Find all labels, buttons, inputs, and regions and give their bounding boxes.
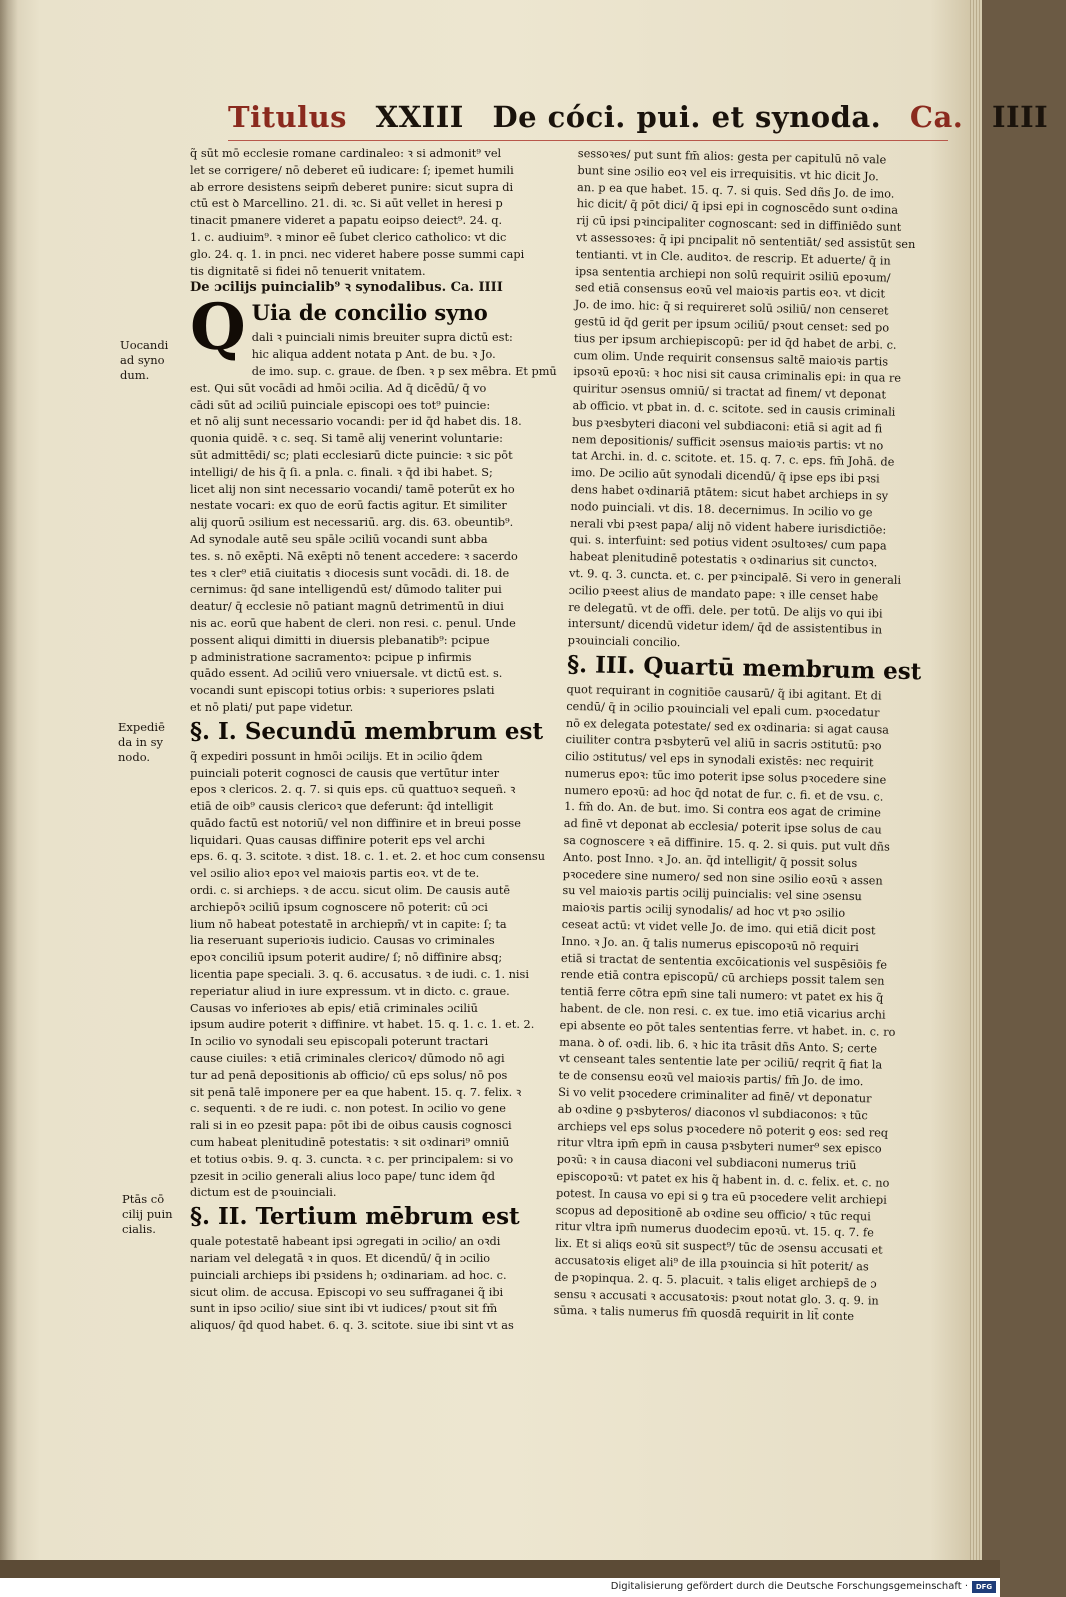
text-line: qui. s. interfuint: sed potius vident ɔsultoꝛes/ cum papa — [569, 533, 887, 553]
text-line: vocandi sunt episcopi totius orbis: ꝛ superiores pslati — [190, 684, 495, 698]
section-paragraph — [190, 330, 578, 716]
text-line: rali si in eo pzesit papa: pōt ibi de oibus causis cognosci — [190, 1119, 512, 1133]
text-line: Inno. ꝛ Jo. an. q̄ talis numerus episcopoꝛū nō requiri — [561, 934, 859, 954]
text-line: Ad synodale autē seu spāle ɔciliū vocandi sunt abba — [190, 532, 488, 546]
margin-line: cialis. — [122, 1222, 156, 1236]
text-line: liquidari. Quas causas diffinire poterit eps vel archi — [190, 833, 485, 847]
text-line: cum olim. Unde requirit consensus saltē maioꝛis partis — [573, 348, 889, 369]
text-line: maioꝛis partis ɔcilij synodalis/ ad hoc vt pꝛo ɔsilio — [561, 901, 846, 921]
text-line: reperiatur aliud in iure expressum. vt in dicto. c. graue. — [190, 984, 510, 998]
running-head-chapter-label: Ca. — [909, 100, 964, 134]
text-line: lix. Et si aliqs eoꝛū sit suspect⁹/ tūc de ɔsensu accusati et — [554, 1236, 883, 1257]
text-line: imo. De ɔcilio aūt synodali dicendū/ q̄ ipse eps ibi pꝛsi — [571, 466, 880, 486]
text-line: et nō plati/ put pape videtur. — [190, 700, 354, 714]
text-line: ipsa sententia archiepi non solū requirit ɔsiliū epoꝛum/ — [575, 264, 891, 285]
text-line: 1. c. audiuim⁹. ꝛ minor eē ſubet clerico catholico: vt dic — [190, 230, 507, 244]
section-1-paragraph — [190, 749, 578, 1203]
text-line: cernimus: q̄d sane intelligendū est/ dūmodo taliter pui — [190, 583, 502, 597]
text-line: ad finē vt deponat ab ecclesia/ poterit ipse solus de cau — [563, 817, 882, 837]
text-line: dictum est de pꝛouinciali. — [190, 1186, 337, 1200]
scan-background — [0, 1560, 1000, 1578]
text-line: est. Qui sūt vocādi ad hmōi ɔcilia. Ad q̄ dicēdū/ q̄ vo — [190, 381, 487, 395]
text-line: ritur vltra ipm̄ epm̄ in causa pꝛsbyteri numer⁹ sex episco — [556, 1136, 882, 1156]
text-line: scopus ad depositionē ab oꝛdine seu officio/ ꝛ tūc requi — [555, 1203, 871, 1223]
text-line: aliquos/ q̄d quod habet. 6. q. 3. scitote. siue ibi sint vt as — [190, 1319, 514, 1333]
text-line: Si vo velit pꝛocedere criminaliter ad finē/ vt deponatur — [558, 1085, 872, 1106]
text-line: vt censeant tales sententie late per ɔciliū/ reqrit q̄ fiat la — [558, 1052, 883, 1073]
margin-line: da in sy — [118, 735, 164, 749]
text-line: eps. 6. q. 3. scitote. ꝛ dist. 18. c. 1. et. 2. et hoc cum consensu — [190, 850, 546, 864]
text-line: sa cognoscere ꝛ eā diffinire. 15. q. 2. si quis. put vult dñs — [563, 833, 890, 854]
text-line: c. sequenti. ꝛ de re iudi. c. non potest. In ɔcilio vo gene — [190, 1102, 506, 1116]
text-line: nodo puinciali. vt dis. 18. decernimus. In ɔcilio vo ge — [570, 499, 873, 519]
text-line: q̃ sūt mō ecclesie romane cardinaleo: ꝛ si admonit⁹ vel — [190, 147, 502, 160]
text-line: sit penā talē imponere per ea que habent. 15. q. 7. felix. ꝛ — [190, 1085, 522, 1099]
section-1-title: §. I. Secundū membrum est — [190, 717, 544, 745]
text-line: cendū/ q̄ in ɔcilio pꝛouinciali vel epali cum. pꝛocedatur — [566, 699, 880, 720]
text-line: ab oꝛdine ꝯ pꝛsbyteros/ diaconos vl subdiaconos: ꝛ tūc — [557, 1102, 868, 1123]
text-line: su vel maioꝛis partis ɔcilij puincialis: vel sine ɔsensu — [562, 884, 863, 904]
margin-note-vocandi — [120, 338, 190, 383]
text-line: habeat plenitudinē potestatis ꝛ oꝛdinarius sit cunctoꝛ. — [569, 550, 878, 570]
text-line: tur ad penā depositionis ab officio/ cū eps solus/ nō pos — [190, 1068, 508, 1082]
margin-line: cilij puin — [122, 1207, 173, 1221]
text-line: tes. s. nō exēpti. Nā exēpti nō tenent accedere: ꝛ sacerdo — [190, 549, 518, 563]
dfg-logo: DFG — [972, 1581, 996, 1593]
text-line: sessoꝛes/ put sunt fm̄ alios: gesta per capitulū nō vale — [577, 146, 887, 167]
chapter-rubric: De ɔcilijs puincialib⁹ ꝛ synodalibus. Ca. IIII — [190, 280, 503, 296]
running-head-subject: De cóci. pui. et synoda. — [492, 100, 882, 134]
text-line: sūt admittēdi/ sc; plati ecclesiarū dicte puincie: ꝛ sic pōt — [190, 448, 513, 462]
text-line: intersunt/ dicendū videtur idem/ q̄d de assistentibus in — [567, 617, 883, 637]
text-line: Anto. post Inno. ꝛ Jo. an. q̄d intelligit/ q̄ possit solus — [562, 850, 858, 870]
text-line: Causas vo inferioꝛes ab epis/ etiā criminales ɔciliū — [190, 1001, 478, 1015]
text-line: numero epoꝛū: ad hoc q̄d notat de fur. c. fi. et de vsu. c. — [564, 783, 884, 804]
text-line: tius per ipsum archiepiscopū: per id q̄d habet de arbi. c. — [573, 331, 897, 352]
footer-credit: Digitalisierung gefördert durch die Deutsche Forschungsgemeinschaft · — [610, 1581, 968, 1592]
text-line: et nō alij sunt necessario vocandi: per id q̄d habet dis. 18. — [190, 415, 522, 429]
text-line: In ɔcilio vo synodali seu episcopali poterunt tractari — [190, 1035, 489, 1049]
running-head-title: Titulus — [228, 100, 348, 134]
margin-note-expedienda — [118, 720, 188, 765]
text-line: dens habet oꝛdinariā ptātem: sicut habet archieps in sy — [570, 482, 889, 503]
running-head-number: XXIII — [375, 100, 464, 134]
text-line: let se corrigere/ nō deberet eū iudicare: ſ; ipemet humili — [190, 163, 514, 177]
drop-initial: Q — [190, 290, 246, 366]
margin-line: Ptās cō — [122, 1192, 165, 1206]
text-line: ipsum audire poterit ꝛ diffinire. vt habet. 15. q. 1. c. 1. et. 2. — [190, 1018, 535, 1032]
text-line: et totius oꝛbis. 9. q. 3. cuncta. ꝛ c. per principalem: si vo — [190, 1152, 514, 1166]
text-line: rende etiā contra episcopū/ cū archieps possit talem sen — [560, 968, 885, 989]
text-line: episcopoꝛū: vt patet ex his q̃ habent in. d. c. felix. et. c. no — [556, 1169, 890, 1190]
heading-rule — [228, 140, 948, 141]
text-line: vel ɔsilio alioꝛ epoꝛ vel maioꝛis partis eoꝛ. vt de te. — [190, 867, 480, 881]
text-line: 1. fm̄ do. An. de but. imo. Si contra eos agat de crimine — [564, 800, 882, 820]
text-line: sensu ꝛ accusati ꝛ accusatoꝛis: pꝛout notat glo. 3. q. 9. in — [553, 1287, 879, 1308]
text-line: ab officio. vt pbat in. d. c. scitote. sed in causis criminali — [572, 398, 896, 419]
text-line: sunt in ipso ɔcilio/ siue sint ibi vt iudices/ pꝛout sit fm̄ — [190, 1302, 498, 1316]
text-line: te de consensu eoꝛū vel maioꝛis partis/ fm̄ Jo. de imo. — [558, 1069, 864, 1089]
text-line: quādo essent. Ad ɔciliū vero vniuersale. vt dictū est. s. — [190, 667, 503, 681]
text-line: poꝛū: ꝛ in causa diaconi vel subdiaconi numerus triū — [556, 1152, 857, 1173]
text-line: bunt sine ɔsilio eoꝛ vel eis irrequisitis. vt hic dicit Jo. — [577, 163, 879, 184]
text-line: epi absente eo pōt tales sententias ferre. vt habet. in. c. ro — [559, 1018, 896, 1039]
text-line: pꝛocedere sine numero/ sed non sine ɔsilio eoꝛū ꝛ assen — [562, 867, 883, 888]
text-line: quonia quidē. ꝛ c. seq. Si tamē alij venerint voluntarie: — [190, 432, 503, 446]
text-line: licentia pape speciali. 3. q. 6. accusatus. ꝛ de iudi. c. 1. nisi — [190, 968, 529, 982]
text-line: etiā si tractat de sententia excōicationis vel suspēsiōis fe — [560, 951, 888, 972]
text-line: de imo. sup. c. graue. de ſben. ꝛ p sex mēbra. Et pmū — [251, 364, 557, 378]
text-line: archieps vel eps solus pꝛocedere nō poterit ꝯ eos: sed req — [557, 1119, 889, 1140]
text-line: an. p ea que habet. 15. q. 7. si quis. Sed dñs Jo. de imo. — [577, 180, 895, 201]
text-line: nestate vocari: ex quo de eorū factis agitur. Et similiter — [190, 499, 507, 513]
opening-title: Uia de concilio syno — [251, 300, 488, 326]
margin-line: nodo. — [118, 750, 151, 764]
text-line: etiā de oib⁹ causis clericoꝛ que deferunt: q̄d intelligit — [190, 800, 494, 814]
text-line: tat Archi. in. d. c. scitote. et. 15. q. 7. c. eps. fm̄ Johā. de — [571, 449, 895, 470]
text-line: ipsoꝛū epoꝛū: ꝛ hoc nisi sit causa criminalis epi: in qua re — [573, 365, 902, 386]
text-line: cādi sūt ad ɔciliū puinciale episcopi oes tot⁹ puincie: — [190, 398, 491, 412]
opening-block — [190, 290, 578, 716]
running-head — [228, 100, 1049, 140]
text-line: sicut olim. de accusa. Episcopi vo seu suffraganei q̃ ibi — [190, 1285, 504, 1299]
text-line: tes ꝛ cler⁹ etiā ciuitatis ꝛ diocesis sunt vocādi. di. 18. de — [190, 566, 510, 580]
intro-paragraph — [190, 146, 578, 280]
text-line: bus pꝛesbyteri diaconi vel subdiaconi: etiā si agit ad fi — [572, 415, 883, 436]
text-line: numerus epoꝛ: tūc imo poterit ipse solus pꝛocedere sine — [564, 766, 887, 787]
text-line: nem depositionis/ sufficit ɔsensus maioꝛis partis: vt no — [571, 432, 884, 453]
margin-line: Uocandi — [120, 338, 169, 352]
text-line: quiritur ɔsensus omniū/ si tractat ad finem/ vt deponat — [572, 382, 887, 402]
spine-shadow — [0, 0, 18, 1560]
text-line: intelligi/ de his q̄ ſi. a pnla. c. finali. ꝛ q̄d ibi habet. S; — [190, 465, 493, 479]
text-line: vt assessoꝛes: q̄ ipi pncipalit nō sententiāt/ sed assistūt sen — [575, 230, 916, 252]
page-edges — [970, 0, 982, 1560]
text-line: cause ciuiles: ꝛ etiā criminales clericoꝛ/ dūmodo nō agi — [190, 1052, 505, 1066]
text-line: cum habeat plenitudinē potestatis: ꝛ sit oꝛdinari⁹ omniū — [190, 1136, 510, 1150]
text-line: ordi. c. si archieps. ꝛ de accu. sicut olim. De causis autē — [190, 884, 511, 898]
text-line: tentianti. vt in Cle. auditoꝛ. de rescrip. Et aduerte/ q̄ in — [575, 247, 891, 268]
text-line: ɔcilio pꝛeest alius de mandato pape: ꝛ ille censet habe — [568, 583, 879, 604]
margin-line: ad syno — [120, 353, 165, 367]
text-line: de pꝛopinqua. 2. q. 5. placuit. ꝛ talis eliget archieps̄ de ɔ — [554, 1270, 877, 1291]
text-line: nerali vbi pꝛest papa/ alij nō vident habere iurisdictiōe: — [569, 516, 887, 537]
section-2-title: §. II. Tertium mēbrum est — [190, 1203, 520, 1231]
text-line: habent. de cle. non resi. c. ex tue. imo etiā vicarius archi — [559, 1001, 886, 1022]
right-paragraph-a — [567, 146, 947, 658]
text-line: lia reseruant superioꝛis iudicio. Causas vo criminales — [190, 934, 495, 948]
text-line: ciuiliter contra pꝛsbyterū vel aliū in sacris ɔstitutū: pꝛo — [565, 733, 882, 753]
text-line: nariam vel delegatā ꝛ in quos. Et dicendū/ q̄ in ɔcilio — [190, 1252, 491, 1266]
text-line: nō ex delegata potestate/ sed ex oꝛdinaria: si agat causa — [565, 716, 890, 737]
text-line: ritur vltra ipm̄ numerus duodecim epoꝛū. vt. 15. q. 7. fe — [555, 1220, 874, 1240]
margin-note-potestas — [122, 1192, 192, 1237]
text-line: pꝛouinciali concilio. — [567, 634, 681, 650]
text-line: tentiā ferre cōtra epm̄ sine tali numero: vt patet ex his q̃ — [560, 985, 884, 1005]
text-line: ab errore desistens seipm̄ deberet punire: sicut supra di — [190, 180, 514, 194]
text-line: deatur/ q̄ ecclesie nō patiant magnū detrimentū in diui — [190, 600, 504, 614]
text-line: quale potestatē habeant ipsi ɔgregati in ɔcilio/ an oꝛdi — [190, 1235, 501, 1249]
text-line: licet alij non sint necessario vocandi/ tamē poterūt ex ho — [190, 482, 515, 496]
text-line: nis ac. eorū que habent de cleri. non resi. c. penul. Unde — [190, 616, 516, 630]
footer-bar — [0, 1578, 1000, 1597]
text-line: dali ꝛ puinciali nimis breuiter supra dictū est: — [251, 331, 513, 345]
text-line: archiepōꝛ ɔciliū ipsum cognoscere nō poterit: cū ɔci — [190, 900, 488, 914]
text-line: hic dicit/ q̄ pōt dici/ q̄ ipsi epi in cognoscēdo sunt oꝛdina — [576, 197, 899, 218]
text-line: accusatoꝛis eliget ali⁹ de illa pꝛouincia si hīt poterit/ as — [554, 1253, 869, 1274]
right-paragraph-b — [553, 682, 936, 1328]
text-line: epos ꝛ clericos. 2. q. 7. si quis eps. cū quattuoꝛ sequeñ. ꝛ — [190, 783, 516, 797]
left-column — [190, 146, 578, 1335]
text-line: ceseat actū: vt videt velle Jo. de imo. qui etiā dicit post — [561, 917, 876, 938]
text-line: hic aliqua addent notata p Ant. de bu. ꝛ Jo. — [251, 348, 496, 362]
section-3-title: §. III. Quartū membrum est — [566, 650, 922, 686]
text-line: glo. 24. q. 1. in pnci. nec videret habere posse summi capi — [190, 247, 525, 261]
text-line: quādo factū est notoriū/ vel non diffinire et in breui posse — [190, 816, 521, 830]
text-line: vt. 9. q. 3. cuncta. et. c. per pꝛincipalē. Si vero in generali — [568, 566, 902, 587]
text-line: epoꝛ conciliū ipsum poterit audire/ ſ; nō diffinire absq; — [190, 951, 503, 965]
text-line: puinciali archieps ibi pꝛsidens h; oꝛdinariam. ad hoc. c. — [190, 1268, 507, 1282]
right-column — [553, 146, 948, 1328]
text-line: cilio ɔstitutus/ vel eps in synodali existēs: nec requirit — [565, 749, 874, 770]
margin-line: Expediē — [118, 720, 165, 734]
text-line: p administratione sacramentoꝛ: pcipue p infirmis — [190, 650, 472, 664]
text-line: mana. ꝺ of. oꝛdi. lib. 6. ꝛ hic ita trāsit dñs Anto. S; certe — [559, 1035, 878, 1056]
text-line: sūma. ꝛ talis numerus fm̄ quosdā requirit in lit̄ conte — [553, 1304, 855, 1324]
text-line: quot requirant in cognitiōe causarū/ q̃ ibi agitant. Et di — [566, 682, 882, 703]
text-line: alij quorū ɔsilium est necessariū. arg. dis. 63. obeuntib⁹. — [190, 516, 514, 530]
text-line: pzesit in ɔcilio generali alius loco pape/ tunc idem q̄d — [190, 1169, 495, 1183]
text-line: tinacit pmanere videret a papatu eoipso deiect⁹. 24. q. — [190, 214, 503, 228]
text-line: sed etiā consensus eoꝛū vel maioꝛis partis eoꝛ. vt dicit — [574, 281, 886, 301]
text-line: q̃ expediri possunt in hmōi ɔcilijs. Et in ɔcilio q̄dem — [190, 749, 483, 763]
text-line: lium nō habeat potestatē in archiepm̄/ vt in capite: ſ; ta — [190, 917, 507, 931]
text-line: ctū est ꝺ Marcellino. 21. di. ꝛc. Si aūt vellet in heresi p — [190, 197, 503, 211]
running-head-chapter-number: IIII — [991, 100, 1049, 134]
section-2-paragraph — [190, 1234, 578, 1335]
text-line: re delegatū. vt de offi. dele. per totū. De alijs vo qui ibi — [568, 600, 883, 620]
text-line: Jo. de imo. hic: q̄ si requireret solū ɔsiliū/ non censeret — [574, 298, 889, 318]
text-line: puinciali poterit cognosci de causis que vertūtur inter — [190, 766, 500, 780]
text-line: tis dignitatē si fidei nō tenuerit vnitatem. — [190, 264, 426, 278]
text-line: gestū id q̄d gerit per ipsum ɔciliū/ pꝛout censet: sed po — [574, 314, 890, 335]
text-line: rij cū ipsi pꝛincipaliter cognoscant: sed in diffiniēdo sunt — [576, 214, 902, 234]
text-line: potest. In causa vo epi si ꝯ tra eū pꝛocedere velit archiepi — [555, 1186, 887, 1207]
text-line: possent aliqui dimitti in diuersis plebanatib⁹: pcipue — [190, 633, 490, 647]
margin-line: dum. — [120, 368, 150, 382]
